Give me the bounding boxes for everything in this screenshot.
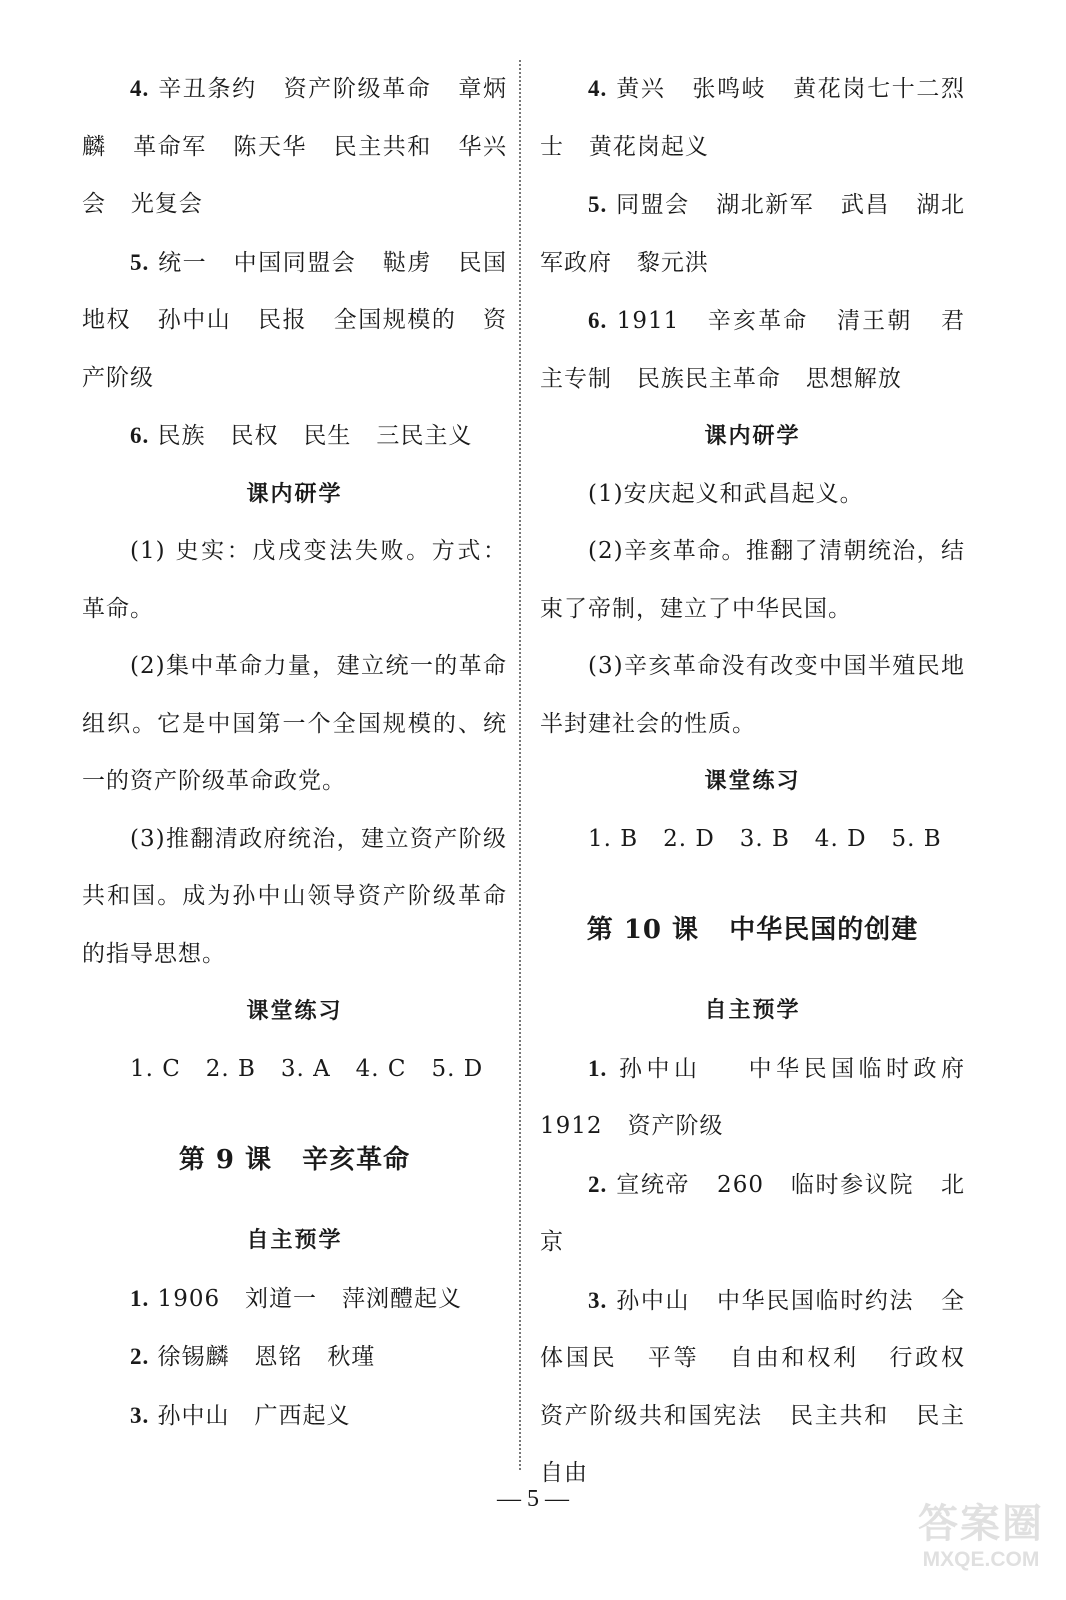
answer-text: 统一 中国同盟会 鞑虏 民国 地权 孙中山 民报 全国规模的 资产阶级 — [82, 249, 532, 391]
section-heading: 课内研学 — [704, 423, 801, 449]
answer-paragraph: 1. C 2. B 3. A 4. C 5. D — [130, 1055, 484, 1082]
answer-paragraph — [82, 1270, 507, 1329]
answer-paragraph — [82, 407, 507, 466]
left-column — [82, 60, 532, 1445]
answer-text: 徐锡麟 恩铭 秋瑾 — [149, 1344, 376, 1370]
item-number: 4. — [130, 76, 150, 101]
section-heading: 课堂练习 — [704, 768, 801, 794]
answer-text: 1906 刘道一 萍浏醴起义 — [149, 1285, 462, 1312]
answer-paragraph: (3)推翻清政府统治，建立资产阶级共和国。成为孙中山领导资产阶级革命的指导思想。 — [82, 825, 507, 967]
watermark-brand: 答案圈 — [918, 1501, 1044, 1547]
answer-paragraph — [540, 1156, 965, 1272]
section-heading: 自主预学 — [246, 1227, 343, 1253]
answer-paragraph — [82, 234, 532, 408]
answer-paragraph — [540, 1272, 990, 1503]
answer-paragraph — [82, 1328, 507, 1387]
column-divider — [519, 60, 521, 1470]
item-number: 5. — [588, 192, 608, 217]
lesson-title: 第 10 课 中华民国的创建 — [586, 915, 919, 945]
answer-text: 孙中山 中华民国临时约法 全体国民 平等 自由和权利 行政权 资产阶级共和国宪法 民主共和 民主自由 — [540, 1287, 990, 1486]
item-number: 3. — [130, 1402, 150, 1428]
answer-text: 孙中山 中华民国临时政府 1912 资产阶级 — [540, 1055, 990, 1139]
spacer — [540, 868, 965, 909]
item-number: 4. — [588, 76, 608, 101]
section-heading: 自主预学 — [704, 997, 801, 1023]
spacer — [82, 1176, 507, 1212]
item-number: 1. — [588, 1055, 608, 1081]
section-heading: 课内研学 — [246, 480, 343, 507]
answer-text: 宣统帝 260 临时参议院 北京 — [540, 1171, 965, 1255]
item-number: 2. — [588, 1171, 608, 1197]
answer-text: 民族 民权 民生 三民主义 — [149, 423, 473, 449]
answer-text: 孙中山 广西起义 — [149, 1402, 351, 1429]
spacer — [540, 946, 965, 982]
answer-text: 同盟会 湖北新军 武昌 湖北军政府 黎元洪 — [540, 192, 965, 276]
answer-paragraph — [540, 176, 965, 292]
right-column — [540, 60, 990, 1503]
watermark-logo — [906, 1492, 1056, 1592]
answer-paragraph: (2)集中革命力量，建立统一的革命组织。它是中国第一个全国规模的、统一的资产阶级革命政党。 — [82, 653, 507, 794]
answer-paragraph — [540, 292, 965, 408]
answer-paragraph — [82, 60, 507, 234]
watermark-url: MXQE.COM — [922, 1548, 1040, 1571]
answer-paragraph: (2)辛亥革命。推翻了清朝统治，结束了帝制，建立了中华民国。 — [540, 538, 965, 622]
item-number: 2. — [130, 1344, 150, 1369]
answer-paragraph: (3)辛亥革命没有改变中国半殖民地半封建社会的性质。 — [540, 653, 965, 737]
lesson-title: 第 9 课 辛亥革命 — [178, 1145, 411, 1175]
answer-paragraph: (1) 史实：戊戌变法失败。方式：革命。 — [82, 538, 507, 622]
item-number: 6. — [130, 423, 150, 448]
section-heading: 课堂练习 — [246, 998, 343, 1024]
item-number: 1. — [130, 1285, 150, 1311]
spacer — [82, 1098, 507, 1139]
answer-paragraph: (1)安庆起义和武昌起义。 — [588, 480, 864, 507]
answer-paragraph — [540, 1040, 990, 1156]
item-number: 6. — [588, 308, 608, 333]
answer-paragraph — [82, 1387, 507, 1446]
answer-paragraph: 1. B 2. D 3. B 4. D 5. B — [588, 825, 942, 852]
item-number: 3. — [588, 1287, 608, 1313]
answer-text: 黄兴 张鸣岐 黄花岗七十二烈士 黄花岗起义 — [540, 76, 965, 160]
item-number: 5. — [130, 249, 150, 275]
page-number: — 5 — — [497, 1486, 569, 1512]
answer-text: 1911 辛亥革命 清王朝 君主专制 民族民主革命 思想解放 — [540, 308, 965, 392]
answer-text: 辛丑条约 资产阶级革命 章炳麟 革命军 陈天华 民主共和 华兴会 光复会 — [82, 76, 507, 217]
answer-paragraph — [540, 60, 965, 176]
